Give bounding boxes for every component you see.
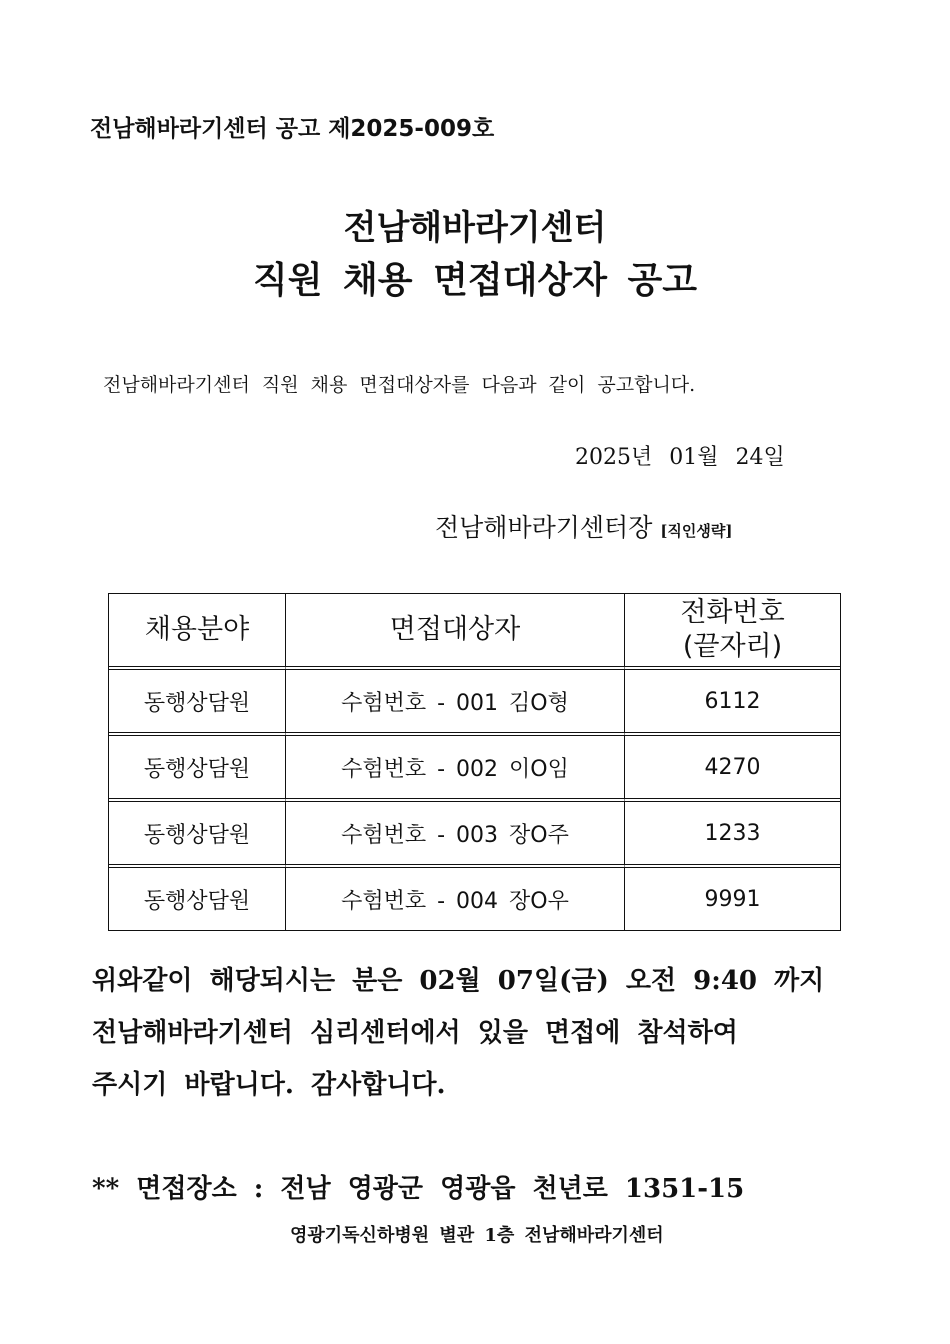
page-title: 직원 채용 면접대상자 공고: [252, 260, 698, 301]
cell-field: 동행상담원: [109, 802, 286, 868]
intro-text: 전남해바라기센터 직원 채용 면접대상자를 다음과 같이 공고합니다.: [103, 374, 696, 396]
closing-line: 전남해바라기센터 심리센터에서 있을 면접에 참석하여: [92, 1018, 738, 1048]
table-row: [109, 736, 840, 802]
cell-candidate: 수험번호 - 004 장O우: [286, 868, 625, 930]
cell-phone: 4270: [625, 736, 840, 802]
cell-candidate: 수험번호 - 001 김O형: [286, 670, 625, 736]
header-phone: [625, 594, 840, 670]
cell-phone: 9991: [704, 886, 761, 912]
cell-field: 동행상담원: [109, 736, 286, 802]
closing-line: 주시기 바랍니다. 감사합니다.: [92, 1070, 446, 1100]
header-field: 채용분야: [109, 594, 286, 670]
table-row: [109, 670, 840, 736]
cell-phone: 1233: [625, 802, 840, 868]
title-organization: 전남해바라기센터: [343, 208, 607, 248]
signatory: [435, 508, 732, 544]
header-candidate: 면접대상자: [286, 594, 625, 670]
header-phone-line1: 전화번호: [680, 597, 785, 628]
seal-note: [직인생략]: [660, 522, 733, 540]
cell-candidate: 수험번호 - 003 장O주: [286, 802, 625, 868]
interview-location-detail: 영광기독신하병원 별관 1층 전남해바라기센터: [290, 1225, 664, 1246]
closing-text: [92, 955, 872, 1111]
table-row: [109, 868, 840, 930]
table-row: [109, 802, 840, 868]
cell-candidate: 수험번호 - 002 이O임: [286, 736, 625, 802]
notice-number: 전남해바라기센터 공고 제2025-009호: [90, 116, 495, 142]
table-header-row: [109, 594, 840, 670]
cell-field: 동행상담원: [109, 670, 286, 736]
header-phone-line2: (끝자리): [682, 631, 783, 662]
cell-phone: 6112: [625, 670, 840, 736]
cell-field: 동행상담원: [109, 868, 286, 930]
interview-location: ** 면접장소 : 전남 영광군 영광읍 천년로 1351-15: [92, 1174, 745, 1204]
signatory-name: 전남해바라기센터장: [435, 513, 653, 542]
candidate-table: [108, 593, 841, 931]
notice-date: 2025년 01월 24일: [575, 445, 785, 470]
closing-line: 위와같이 해당되시는 분은 02월 07일(금) 오전 9:40 까지: [92, 966, 825, 996]
